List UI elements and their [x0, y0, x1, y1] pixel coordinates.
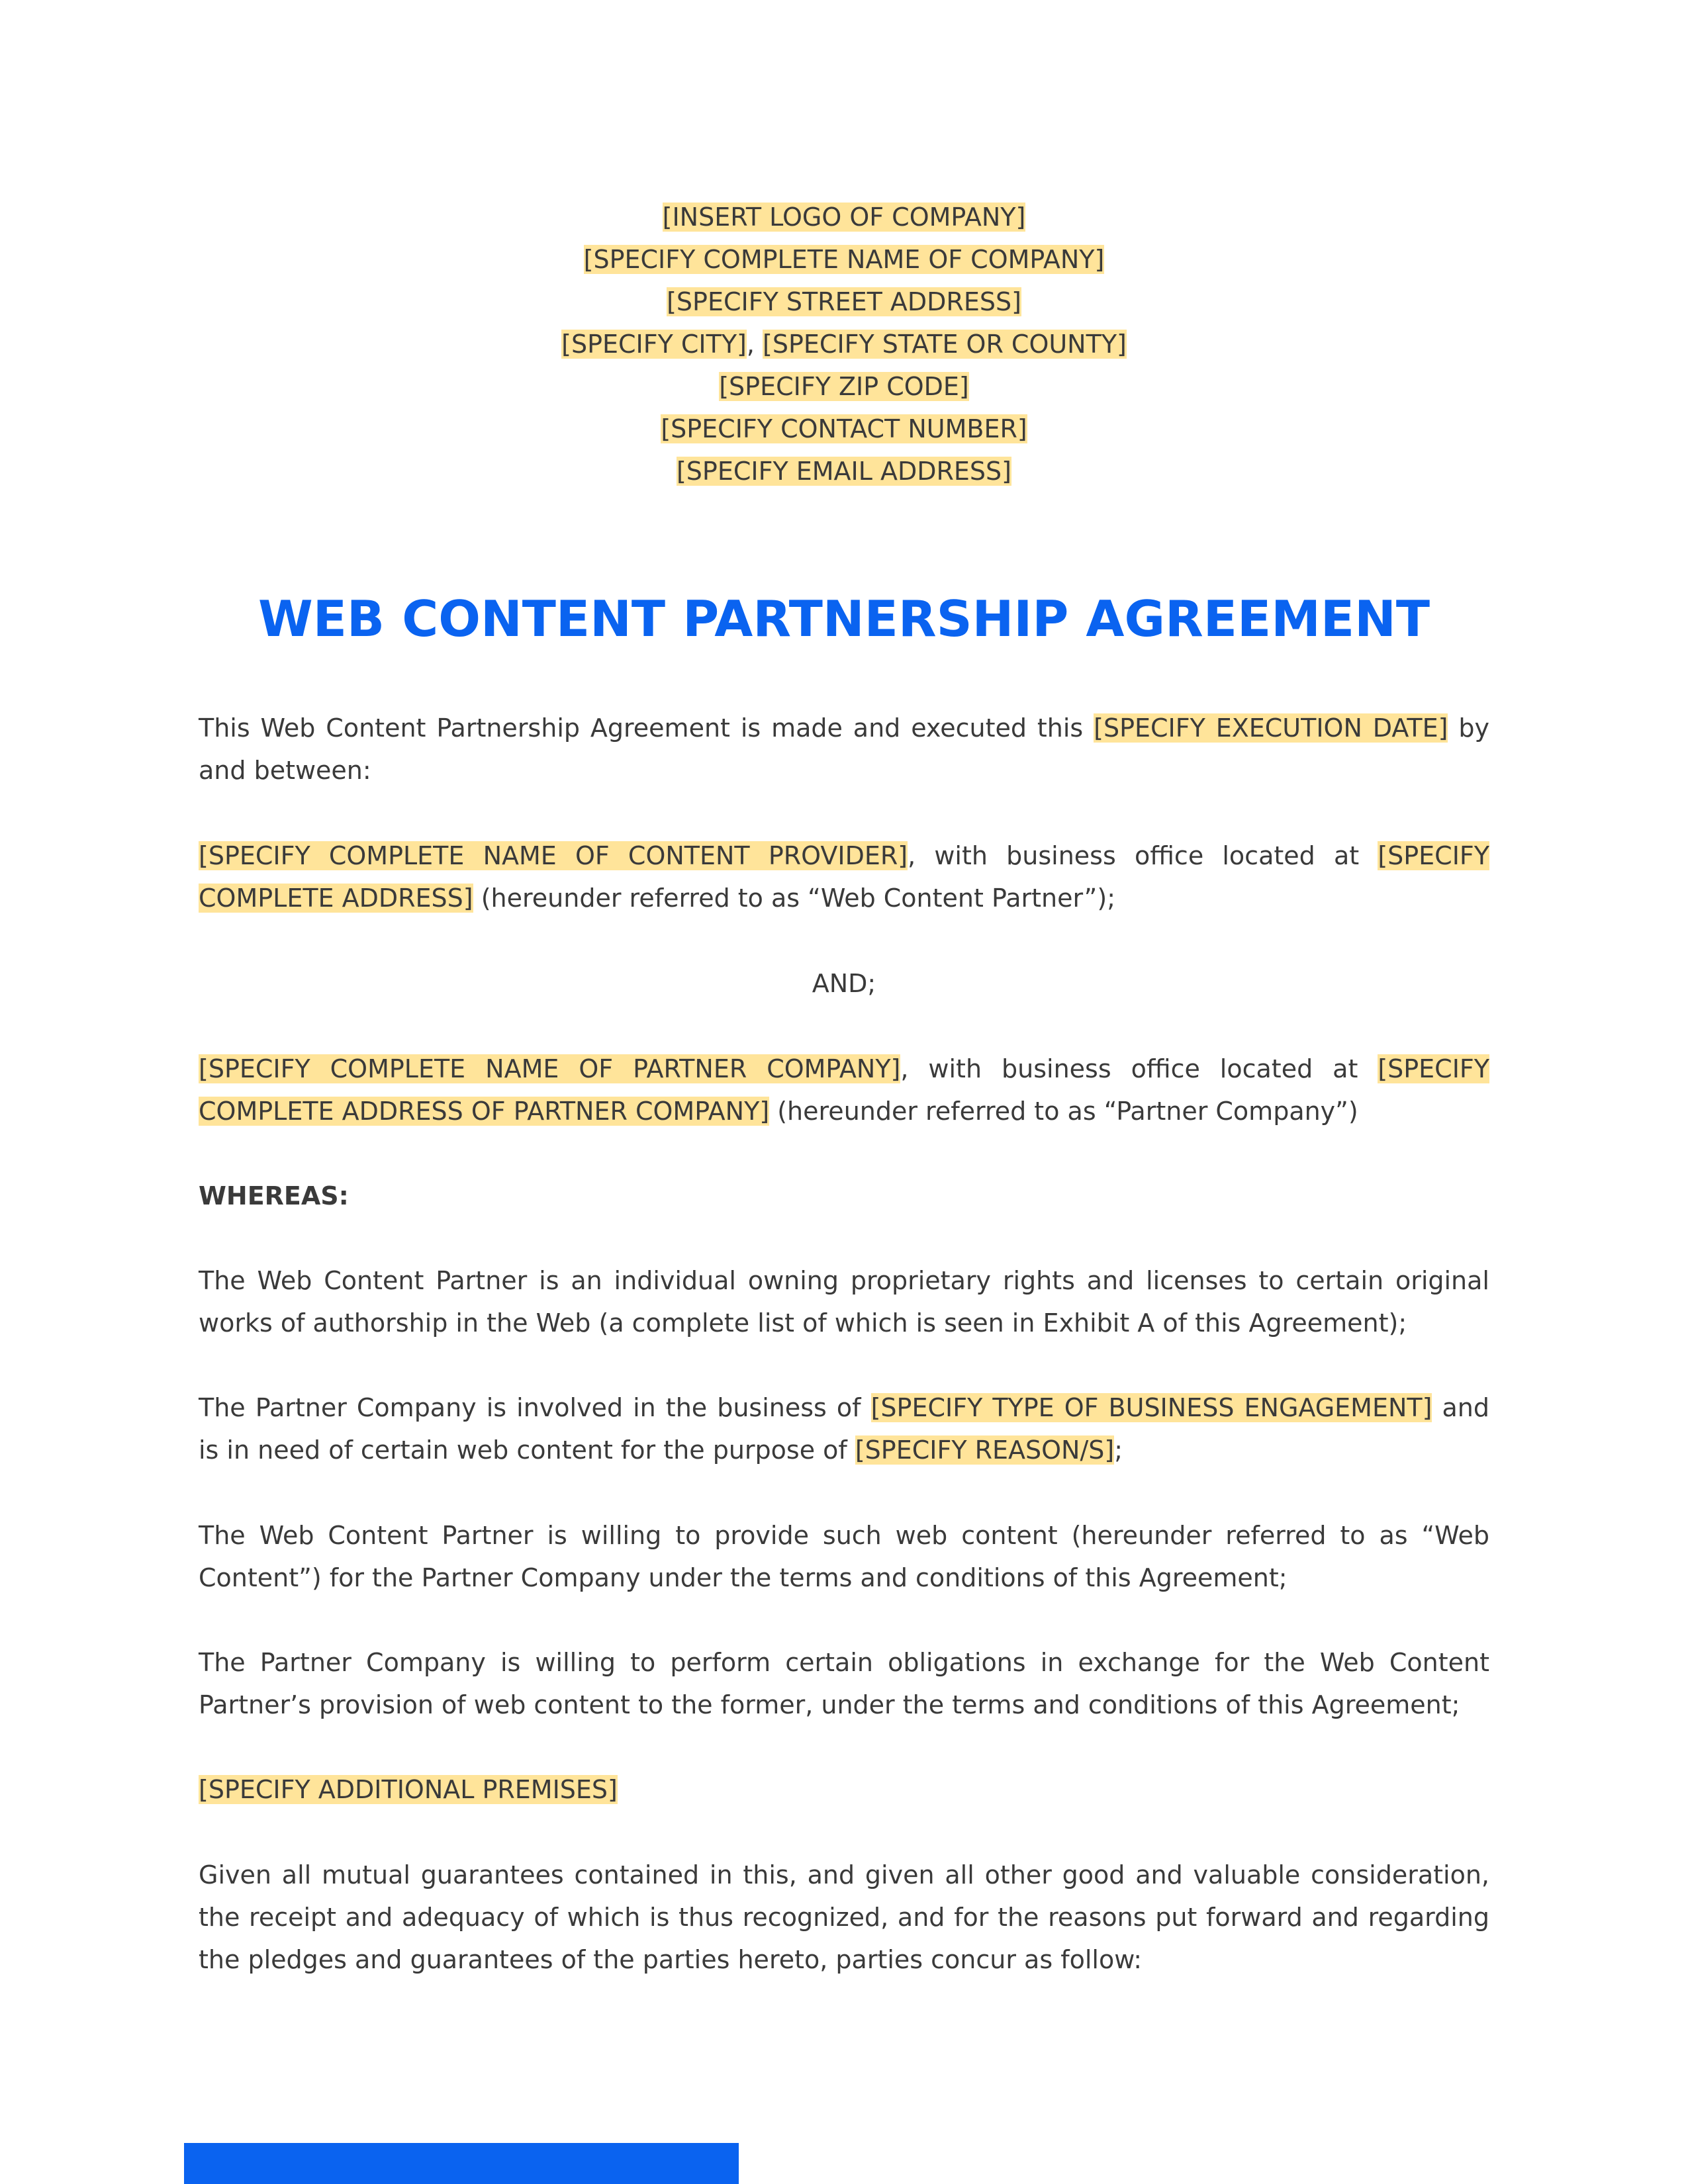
and-separator: AND;	[812, 969, 876, 998]
content-provider-address-placeholder: [SPECIFY COMPLETE ADDRESS]	[199, 841, 1489, 913]
company-header	[0, 196, 1688, 492]
header-company-line	[0, 238, 1688, 281]
intro-text-b: by and between:	[199, 713, 1489, 785]
business-engagement-placeholder: [SPECIFY TYPE OF BUSINESS ENGAGEMENT]	[870, 1393, 1432, 1422]
additional-premises-placeholder: [SPECIFY ADDITIONAL PREMISES]	[199, 1775, 618, 1804]
state-placeholder: [SPECIFY STATE OR COUNTY]	[763, 330, 1127, 359]
partner-company-name-placeholder: [SPECIFY COMPLETE NAME OF PARTNER COMPANY]	[199, 1054, 901, 1083]
party-two-text-b: (hereunder referred to as “Partner Company”)	[769, 1097, 1358, 1126]
company-name-placeholder: [SPECIFY COMPLETE NAME OF COMPANY]	[583, 245, 1105, 274]
whereas-2-text-c: ;	[1114, 1435, 1123, 1465]
footer-accent-bar	[184, 2143, 739, 2184]
partner-company-address-placeholder: [SPECIFY COMPLETE ADDRESS OF PARTNER COMPANY]	[199, 1054, 1489, 1126]
party-one-text-a: , with business office located at	[908, 841, 1378, 870]
party-two-paragraph	[199, 1048, 1489, 1132]
execution-date-placeholder: [SPECIFY EXECUTION DATE]	[1094, 713, 1448, 743]
reason-placeholder: [SPECIFY REASON/S]	[855, 1435, 1115, 1465]
additional-premises-paragraph	[199, 1768, 1489, 1811]
whereas-paragraph-4: The Partner Company is willing to perform certain obligations in exchange for the Web Content Partner’s provision of web content to the former, under the terms and conditions of this Agreement;	[199, 1648, 1489, 1719]
logo-placeholder: [INSERT LOGO OF COMPANY]	[662, 203, 1026, 232]
intro-text-a: This Web Content Partnership Agreement is made and executed this	[199, 713, 1094, 743]
email-placeholder: [SPECIFY EMAIL ADDRESS]	[676, 457, 1011, 486]
whereas-paragraph-1: The Web Content Partner is an individual owning proprietary rights and licenses to certain original works of authorship in the Web (a complete list of which is seen in Exhibit A of this Agreement);	[199, 1266, 1489, 1338]
party-two-text-a: , with business office located at	[900, 1054, 1378, 1083]
city-state-separator: ,	[746, 330, 763, 359]
header-contact-line	[0, 408, 1688, 450]
street-address-placeholder: [SPECIFY STREET ADDRESS]	[667, 287, 1021, 316]
party-one-paragraph	[199, 835, 1489, 919]
header-logo-line	[0, 196, 1688, 238]
whereas-2-text-a: The Partner Company is involved in the business of	[199, 1393, 871, 1422]
content-provider-name-placeholder: [SPECIFY COMPLETE NAME OF CONTENT PROVIDER]	[199, 841, 908, 870]
header-zip-line	[0, 365, 1688, 408]
whereas-paragraph-3: The Web Content Partner is willing to provide such web content (hereunder referred to as “Web Content”) for the Partner Company under the terms and conditions of this Agreement;	[199, 1521, 1489, 1592]
header-email-line	[0, 450, 1688, 492]
header-city-line	[0, 323, 1688, 365]
whereas-2-text-b: and is in need of certain web content for the purpose of	[199, 1393, 1489, 1465]
zip-placeholder: [SPECIFY ZIP CODE]	[719, 372, 969, 401]
document-title: WEB CONTENT PARTNERSHIP AGREEMENT	[258, 590, 1430, 648]
intro-paragraph	[199, 707, 1489, 792]
whereas-paragraph-2	[199, 1387, 1489, 1471]
closing-paragraph: Given all mutual guarantees contained in this, and given all other good and valuable consideration, the receipt and adequacy of which is thus recognized, and for the reasons put forward and regarding the pledges and guarantees of the parties hereto, parties concur as follow:	[199, 1860, 1489, 1974]
city-placeholder: [SPECIFY CITY]	[561, 330, 747, 359]
party-one-text-b: (hereunder referred to as “Web Content Partner”);	[473, 884, 1115, 913]
header-street-line	[0, 281, 1688, 323]
contact-number-placeholder: [SPECIFY CONTACT NUMBER]	[661, 414, 1027, 443]
whereas-heading: WHEREAS:	[199, 1181, 349, 1210]
